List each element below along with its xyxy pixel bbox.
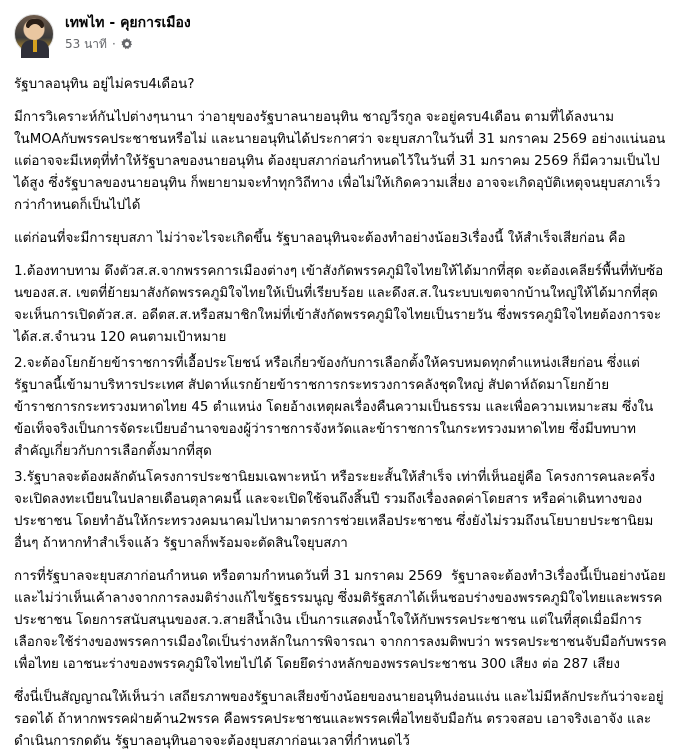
post-meta xyxy=(65,14,191,52)
post-paragraph: 3.รัฐบาลจะต้องผลักดันโครงการประชานิยมเฉพาะหน้า หรือระยะสั้นให้สำเร็จ เท่าที่เห็นอยู่คือ โครงการคนละครึ่ง จะเปิดลงทะเบียนในปลายเดือนตุลาคมนี้ และจะเปิดใช้จนถึงสิ้นปี รวมถึงเรื่องลดค่าโดยสาร หรือค่าเดินทางของประชาชน โดยทำอันให้กระทรวงคมนาคมไปหามาตรการช่วยเหลือประชาชน ซึ่งยังไม่รวมถึงนโยบายประชานิยมอื่นๆ ถ้าหากทำสำเร็จแล้ว รัฐบาลก็พร้อมจะตัดสินใจยุบสภา xyxy=(14,470,660,551)
post-paragraph: การที่รัฐบาลจะยุบสภาก่อนกำหนด หรือตามกำหนดวันที่ 31 มกราคม 2569 รัฐบาลจะต้องทำ3เรื่องนี้เป็นอย่างน้อย และไม่ว่าเห็นเค้าลางจากการลงมติร่างแก้ไขรัฐธรรมนูญ ซึ่งมติรัฐสภาได้เห็นชอบร่างของพรรคภูมิใจไทยและพรรคประชาชน โดยการสนับสนุนของส.ว.สายสีน้ำเงิน เป็นการแสดงน้ำใจให้กับพรรคประชาชน แต่ในที่สุดเมื่อมีการเลือกจะใช้ร่างของพรรคการเมืองใดเป็นร่างหลักในการพิจารณา จากการลงมติพบว่า พรรคประชาชนจับมือกับพรรคเพื่อไทย เอาชนะร่างของพรรคภูมิใจไทยไปได้ โดยยึดร่างหลักของพรรคประชาชน 300 เสียง ต่อ 287 เสียง xyxy=(14,569,670,672)
post-timestamp[interactable]: 53 นาที xyxy=(65,37,107,51)
gear-icon[interactable] xyxy=(121,38,133,50)
separator-dot: · xyxy=(111,37,116,51)
post-subline xyxy=(65,36,191,52)
post-header xyxy=(14,14,667,62)
post-headline: รัฐบาลอนุทิน อยู่ไม่ครบ4เดือน? xyxy=(14,77,195,92)
post-paragraph: ซึ่งนี่เป็นสัญญาณให้เห็นว่า เสถียรภาพของรัฐบาลเสียงข้างน้อยของนายอนุทินง่อนแง่น และไม่มีหลักประกันว่าจะอยู่รอดได้ ถ้าหากพรรคฝ่ายค้าน2พรรค คือพรรคประชาชนและพรรคเพื่อไทยจับมือกัน ตรวจสอบ เอาจริงเอาจัง และดำเนินการกดดัน รัฐบาลอนุทินอาจจะต้องยุบสภาก่อนเวลาที่กำหนดไว้ xyxy=(14,690,664,749)
page-name[interactable]: เทพไท - คุยการเมือง xyxy=(65,15,191,31)
post-paragraph: แต่ก่อนที่จะมีการยุบสภา ไม่ว่าจะไรจะเกิดขึ้น รัฐบาลอนุทินจะต้องทำอย่างน้อย3เรื่องนี้ ให้สำเร็จเสียก่อน คือ xyxy=(14,231,626,246)
post-paragraph: 1.ต้องทาบทาม ดึงตัวส.ส.จากพรรคการเมืองต่างๆ เข้าสังกัดพรรคภูมิใจไทยให้ได้มากที่สุด จะต้องเคลียร์พื้นที่ทับซ้อนของส.ส. เขตที่ย้ายมาสังกัดพรรคภูมิใจไทยให้เป็นที่เรียบร้อย และดึงส.ส.ในระบบเขตจากบ้านใหญ่ให้ได้มากที่สุด จะเห็นการเปิดตัวส.ส. อดีตส.ส.หรือสมาชิกใหม่ที่เข้าสังกัดพรรคภูมิใจไทยเป็นรายวัน ซึ่งพรรคภูมิใจไทยต้องการจะได้ส.ส.จำนวน 120 คนตามเป้าหมาย xyxy=(14,264,664,345)
post-body xyxy=(14,74,670,753)
avatar[interactable] xyxy=(14,14,54,54)
post-paragraph: 2.จะต้องโยกย้ายข้าราชการที่เอื้อประโยชน์ หรือเกี่ยวข้องกับการเลือกตั้งให้ครบหมดทุกตำแหน่งเสียก่อน ซึ่งแต่รัฐบาลนี้เข้ามาบริหารประเทศ สัปดาห์แรกย้ายข้าราชการกระทรวงการคลังชุดใหญ่ สัปดาห์ถัดมาโยกย้ายข้าราชการกระทรวงมหาดไทย 45 ตำแหน่ง โดยอ้างเหตุผลเรื่องคืนความเป็นธรรม และเพื่อความเหมาะสม ซึ่งในข้อเท็จจริงเป็นการจัดระเบียบอำนาจของผู้ว่าราชการจังหวัดและข้าราชการในกระทรวงมหาดไทย ซึ่งมีบทบาทสำคัญเกี่ยวกับการเลือกตั้งมากที่สุด xyxy=(14,356,654,459)
post-paragraph: มีการวิเคราะห์กันไปต่างๆนานา ว่าอายุของรัฐบาลนายอนุทิน ชาญวีรกูล จะอยู่ครบ4เดือน ตามที่ได้ลงนามในMOAกับพรรคประชาชนหรือไม่ และนายอนุทินได้ประกาศว่า จะยุบสภาในวันที่ 31 มกราคม 2569 อย่างแน่นอน แต่อาจจะมีเหตุที่ทำให้รัฐบาลของนายอนุทิน ต้องยุบสภาก่อนกำหนดไว้ในวันที่ 31 มกราคม 2569 ก็มีความเป็นไปได้สูง ซึ่งรัฐบาลของนายอนุทิน ก็พยายามจะทำทุกวิถีทาง เพื่อไม่ให้เกิดความเสี่ยง อาจจะเกิดอุบัติเหตุจนยุบสภาเร็วกว่ากำหนดก็เป็นไปได้ xyxy=(14,110,670,213)
